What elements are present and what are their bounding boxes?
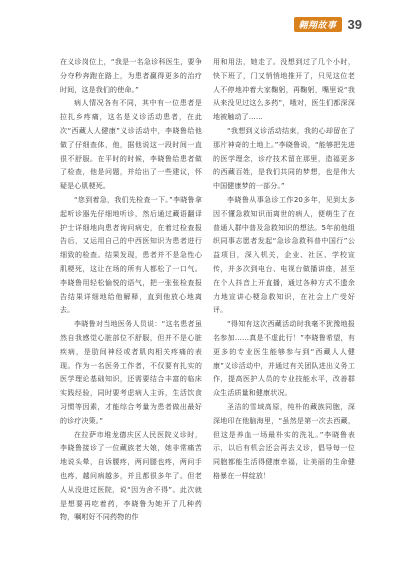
paragraph: “您到着急，我们先检查一下。”李晓鲁拿起听诊器先仔细地听诊，然后通过藏语翻译护士详细地向患者询问病史，在着过检查报告后，又运用自己的中西医知识为患者进行细致的检查。结果发现，患者并不是急性心肌梗死，这让在场的所有人都松了一口气。李晓鲁用轻松愉悦的语气，把一张张检查报告结果详细地给他解释，直到他放心地离去。 <box>60 195 202 315</box>
paragraph: “得知有这次西藏活动时我毫不犹豫地报名参加……真是不虚此行！”李晓鲁希望，有更多的专业医生能够参与到“西藏人人健康”义诊活动中，并通过有关团队进出义务工作，提高医护人员的专业技能水平，改善群众生活质量和健康状况。 <box>213 320 355 398</box>
paragraph: 李晓鲁从事急诊工作20多年，见到太多因不懂急救知识而离世的病人，便萌生了在普通人群中普及急救知识的想法。5年前他组织同事志愿者发起“急诊急救科普中国行”公益项目，深入机关，企业、社区、学校宣传，并多次到电台、电视台做播讲座，甚至在个人抖音上开直播，通过各种方式不遗余力地宣讲心梗急救知识，在社会上广受好评。 <box>213 195 355 315</box>
right-column <box>213 56 355 484</box>
paragraph: 在拉萨市堆龙德庆区人民医院义诊时，李晓鲁接诊了一位藏族老大娘，她非常痛苦地说头晕，自诉腰疼，两问腿也疼，两问手也疼，越问病越多，并且都很多年了。但老人从没进过医院，说“因为舍不得”。此次就是想要再吃着药，李晓鲁为她开了几种药物，嘱咐好不同药物的作 <box>60 430 202 522</box>
page-header <box>294 17 362 32</box>
paragraph: 用和用法，她走了。没想到过了几个小时，快下班了，门又悄悄地推开了，只见这位老人不停地冲着大家鞠躬，再鞠躬，嘴里说“我从来没见过这么多药”，哦对，医生们都深深地被触动了…… <box>213 58 355 122</box>
paragraph: 圣洁的雪域高原，纯朴的藏族同胞，深深地印在他脑海里，“虽然是第一次去西藏，但这是养血一场最朴实的洗礼。”李晓鲁表示，以后有机会还会再去义诊，倡导每一位同胞都能生活得健康幸福，让美丽的生命健格暴在一样绽放！ <box>213 402 355 480</box>
left-column <box>60 56 202 525</box>
paragraph: 李晓鲁对当地医务人员说：“这名患者虽然自我感觉心脏部位不舒服，但并不是心脏疾病，是肋间神经或者肌肉相关疼痛的表现。作为一名医务工作者，不仅要有扎实的医学理论基础知识，还需要结合丰富的临床实践经验，同时要考虑病人主诉，生活饮食习惯等因素，才能综合考量为患者做出最好的诊疗决策。” <box>60 320 202 425</box>
paragraph: 在义诊岗位上，“我是一名急诊科医生，要争分夺秒奔跑在路上，为患者赢得更多的治疗时间，这是我们的使命。” <box>60 58 202 94</box>
paragraph: “我想到义诊活动结束，我的心却留在了那片神奇的土地上。”李晓鲁说，“能够把先进的医学理念，诊疗技术留在那里，造福更多的西藏百姓，是我们共同的梦想，也是伟大中国健康梦的一部分。” <box>213 126 355 191</box>
section-tag: 翱翔故事 <box>294 17 342 32</box>
page-number: 39 <box>347 17 362 32</box>
paragraph: 病人情况各有不同，其中有一位患者是拉扎乡疼痛，这名是义诊活动患者，在此次“西藏人人健康”义诊活动中，李晓鲁给他做了仔细查体，他，据他说这一段时间一直很不舒服。在平时的时候，李晓鲁给患者做了检查，他是问题，并给出了一些建议，怀疑是心肌梗死。 <box>60 99 202 191</box>
